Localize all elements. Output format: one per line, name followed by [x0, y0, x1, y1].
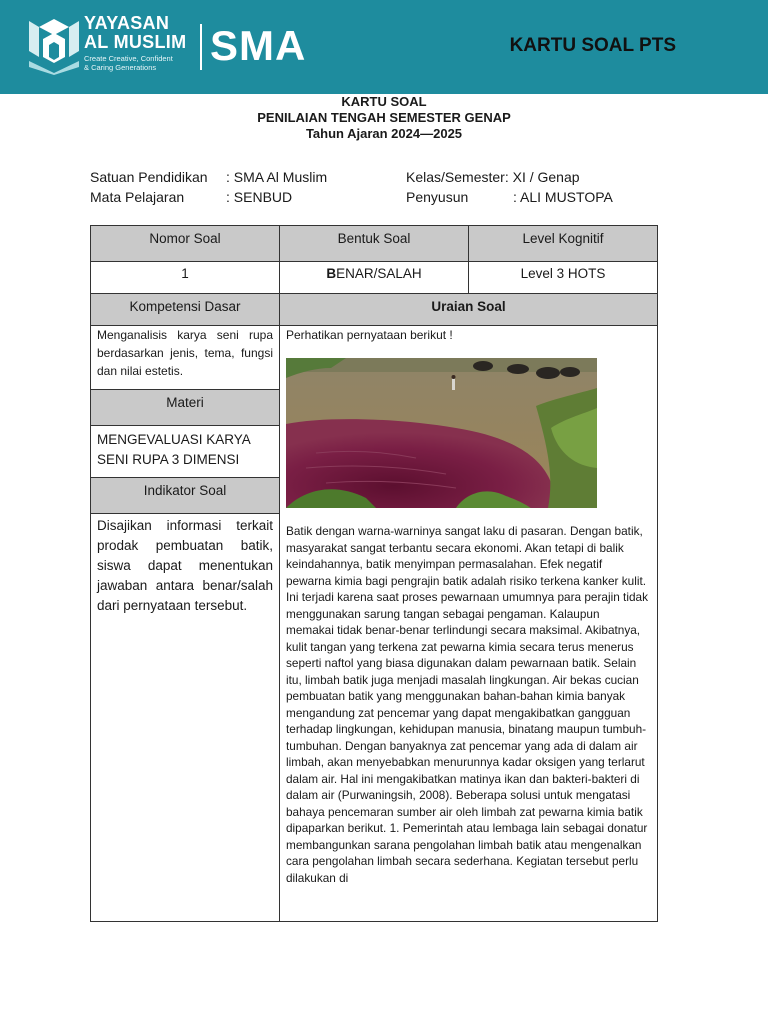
meta-satuan: Satuan Pendidikan : SMA Al Muslim [90, 169, 328, 185]
uraian-intro: Perhatikan pernyataan berikut ! [286, 328, 453, 342]
indikator-cell [90, 513, 280, 922]
meta-kelas: Kelas/Semester: XI / Genap [406, 169, 580, 185]
school-level: SMA [210, 22, 307, 69]
header-nomor-soal: Nomor Soal [90, 225, 280, 262]
value-bentuk-soal: BENAR/SALAH [279, 261, 469, 294]
question-card-table [90, 225, 658, 922]
kompetensi-dasar-text: Menganalisis karya seni rupa berdasarkan jenis, tema, fungsi dan nilai estetis. [97, 328, 273, 378]
page-title: KARTU SOAL PENILAIAN TENGAH SEMESTER GENAP Tahun Ajaran 2024—2025 [257, 94, 511, 141]
header-indikator-soal: Indikator Soal [90, 477, 280, 514]
meta-penyusun: Penyusun : ALI MUSTOPA [406, 189, 613, 205]
meta-mapel: Mata Pelajaran : SENBUD [90, 189, 293, 205]
doc-label: KARTU SOAL PTS [509, 35, 676, 56]
materi-text: MENGEVALUASI KARYA SENI RUPA 3 DIMENSI [97, 432, 251, 467]
header-level-kognitif: Level Kognitif [468, 225, 658, 262]
polluted-river-photo [286, 358, 597, 508]
indikator-text: Disajikan informasi terkait prodak pembuatan batik, siswa dapat menentukan jawaban antara benar/salah dari pernyataan tersebut. [97, 518, 273, 613]
header-materi: Materi [90, 389, 280, 426]
header-divider [200, 24, 202, 70]
value-nomor-soal: 1 [90, 261, 280, 294]
uraian-soal-cell [279, 325, 658, 922]
header-bentuk-soal: Bentuk Soal [279, 225, 469, 262]
header-uraian-soal: Uraian Soal [279, 293, 658, 326]
value-level-kognitif: Level 3 HOTS [468, 261, 658, 294]
uraian-body-text: Batik dengan warna-warninya sangat laku di pasaran. Dengan batik, masyarakat sangat terbantu secara ekonomi. Akan tetapi di balik keindahannya, batik menyimpan permasalahan. Efek negatif pewarna kimia bagi pengrajin batik adalah risiko terkena kanker kulit. Ini terjadi karena saat proses pewarnaan umumnya para perajin tidak menggunakan sarung tangan sebagai pengaman. Kalaupun memakai tidak benar-benar terlindungi secara maksimal. Akibatnya, kulit tangan yang terkena zat pewarna kimia secara terus menerus seperti naftol yang biasa digunakan dalam pewarnaan batik. Selain itu, limbah batik juga menjadi masalah lingkungan. Air bekas cucian pembuatan batik yang menggunakan bahan-bahan kimia banyak mengandung zat pencemar yang dapat mengakibatkan gangguan terhadap lingkungan, kehidupan manusia, binatang maupun tumbuh-tumbuhan. Dengan banyaknya zat pencemar yang ada di dalam air limbah, akan menyebabkan menurunnya kadar oksigen yang terlarut dalam air. Hal ini mengakibatkan matinya ikan dan bakteri-bakteri di dalam air (Purwaningsih, 2008). Beberapa solusi untuk mengatasi bahaya pencemaran sumber air oleh limbah zat pewarna kimia batik dipaparkan berikut. 1. Pemerintah atau lembaga lain sebagai donatur membangunkan sarana pengolahan limbah batik atau mengenalkan cara pengolahan limbah secara sederhana. Kegiatan tersebut perlu dilakukan di [286, 524, 648, 885]
header-kompetensi-dasar: Kompetensi Dasar [90, 293, 280, 326]
org-tagline: Create Creative, Confident & Caring Generations [84, 54, 173, 72]
kompetensi-dasar-cell [90, 325, 280, 390]
materi-cell [90, 425, 280, 478]
yayasan-logo-icon [29, 17, 79, 75]
org-name: YAYASAN AL MUSLIM [84, 13, 187, 52]
header-banner [0, 0, 768, 94]
